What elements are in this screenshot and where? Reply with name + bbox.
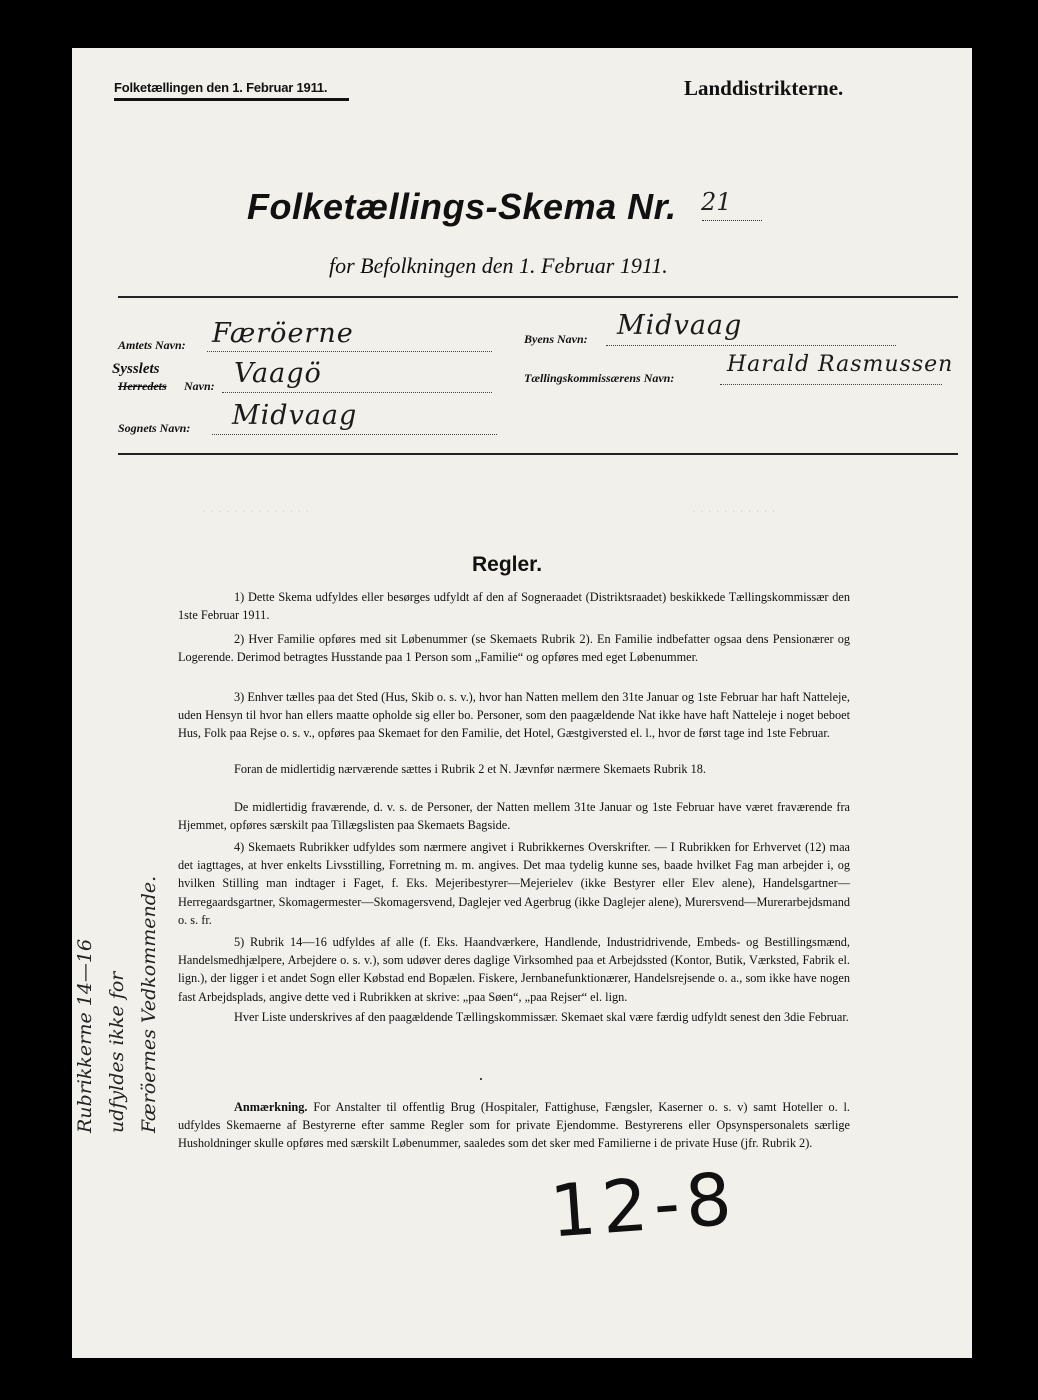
herred-value: Vaagö	[234, 358, 322, 389]
header-underline	[114, 98, 349, 101]
bleed-through-text: · · · · · · · · · · · · · ·	[202, 503, 310, 518]
census-form-page	[72, 48, 972, 1358]
kommissaer-line	[720, 384, 942, 385]
side-note-line-3: Færöernes Vedkommende.	[138, 875, 160, 1133]
form-number: 21	[701, 188, 732, 216]
sogn-label: Sognets Navn:	[118, 421, 191, 435]
by-line	[606, 345, 896, 346]
by-label: Byens Navn:	[524, 332, 588, 346]
anmaerkning-text: For Anstalter til offentlig Brug (Hospitaler, Fattighuse, Fængsler, Kaserner o. s. v) samt Hoteller o. l. udfyldes Skemaerne af Bestyrerne efter samme Regler som for private Ejendomme. Bestyrerens eller Opsynspersonalets særlige Husholdninger skulle opføres med særskilt Løbenummer, saaledes som det sker med Familierne i de private Huse (jfr. Rubrik 2).	[178, 1100, 851, 1151]
sogn-value: Midvaag	[232, 400, 358, 431]
amt-value: Færöerne	[212, 318, 354, 349]
rule-3-absent: De midlertidig fraværende, d. v. s. de Personer, der Natten mellem 31te Januar og 1ste Februar have været fraværende fra Hjemmet, opføres særskilt paa Tillægslisten paa Skemaets Bagside.	[178, 800, 850, 833]
herred-line	[222, 392, 492, 393]
anmaerkning-label: Anmærkning.	[234, 1100, 308, 1114]
herred-label: Navn:	[184, 379, 215, 393]
by-value: Midvaag	[617, 310, 743, 341]
anmaerkning	[178, 1098, 850, 1153]
side-note-line-2: udfyldes ikke for	[106, 971, 128, 1133]
form-number-line	[702, 220, 762, 221]
rule-1: 1) Dette Skema udfyldes eller besørges udfyldt af den af Sogneraadet (Distriktsraadet) beskikkede Tællingskommissær den 1ste Februar 1911.	[178, 590, 850, 623]
form-title: Folketællings-Skema Nr.	[247, 186, 677, 227]
amt-label: Amtets Navn:	[118, 338, 186, 352]
bleed-through-text: · · · · · · · · · · ·	[692, 503, 776, 518]
sogn-line	[212, 434, 497, 435]
rule-5-signature: Hver Liste underskrives af den paagældende Tællingskommissær. Skemaet skal være færdig udfyldt senest den 3die Februar.	[234, 1010, 849, 1024]
kommissaer-label: Tællingskommissærens Navn:	[524, 371, 675, 385]
rule-3-note: Foran de midlertidig nærværende sættes i Rubrik 2 et N. Jævnfør nærmere Skemaets Rubrik 18.	[234, 762, 707, 776]
rule-4: 4) Skemaets Rubrikker udfyldes som nærmere angivet i Rubrikkernes Overskrifter. — I Rubrikken for Erhvervet (12) maa det iagttages, at hver enkelts Livsstilling, Forretning m. m. angives. Det maa tydelig kunne ses, baade hvilket Fag man arbejder i, og hvilken Stilling man indtager i Faget, f. Eks. Mejeribestyrer—Mejerielev (ikke Bestyrer eller Elev alene), Handelsgartner—Herregaardsgartner, Skomagermester—Skomagersvend, Daglejer ved Agerbrug (ikke Daglejer alene), Murersvend—Murerarbejdsmand o. s. fr.	[178, 840, 850, 927]
rule-3: 3) Enhver tælles paa det Sted (Hus, Skib o. s. v.), hvor han Natten mellem den 31te Januar og 1ste Februar har haft Natteleje, uden Hensyn til hvor han ellers maatte opholde sig eller bo. Personer, som den paagældende Nat ikke have haft Natteleje i noget beboet Hus, Folk paa Rejse o. s. v., opføres paa Skemaet for den Familie, det Hotel, Gæstgiversted el. l., hvor de først tage ind 1ste Februar.	[178, 690, 850, 741]
rule-5: 5) Rubrik 14—16 udfyldes af alle (f. Eks. Haandværkere, Handlende, Industridrivende, Embeds- og Bestillingsmænd, Handelsmedhjælpere, Arbejdere o. s. v.), som udøver deres daglige Virksomhed paa et Arbejdssted (Kontor, Butik, Værksted, Fabrik el. lign.), der ligger i et andet Sogn eller Købstad end Bopælen. Fiskere, Jernbanefunktionærer, Handelsrejsende o. a., som ikke have nogen fast Arbejdsplads, angive dette ved i Rubrikken at skrive: „paa Søen“, „paa Rejser“ el. lign.	[178, 935, 850, 1004]
district-type-header: Landdistrikterne.	[684, 76, 844, 100]
divider-top	[118, 296, 958, 298]
amt-line	[207, 351, 492, 352]
side-note-line-1: Rubrikkerne 14—16	[74, 938, 96, 1133]
dot-mark	[480, 1078, 482, 1080]
divider-bottom	[118, 453, 958, 455]
archive-number: 12-8	[547, 1156, 741, 1254]
herred-label-struck: Herredets	[118, 379, 167, 393]
kommissaer-value: Harald Rasmussen	[727, 352, 954, 377]
rules-heading: Regler.	[472, 553, 543, 576]
rule-2: 2) Hver Familie opføres med sit Løbenummer (se Skemaets Rubrik 2). En Familie indbefatter ogsaa dens Pensionærer og Logerende. Derimod betragtes Husstande paa 1 Person som „Familie“ og opføres med eget Løbenummer.	[178, 632, 850, 665]
syssel-label: Sysslets	[112, 361, 160, 377]
form-subtitle: for Befolkningen den 1. Februar 1911.	[329, 253, 668, 278]
census-date-header: Folketællingen den 1. Februar 1911.	[114, 80, 328, 95]
